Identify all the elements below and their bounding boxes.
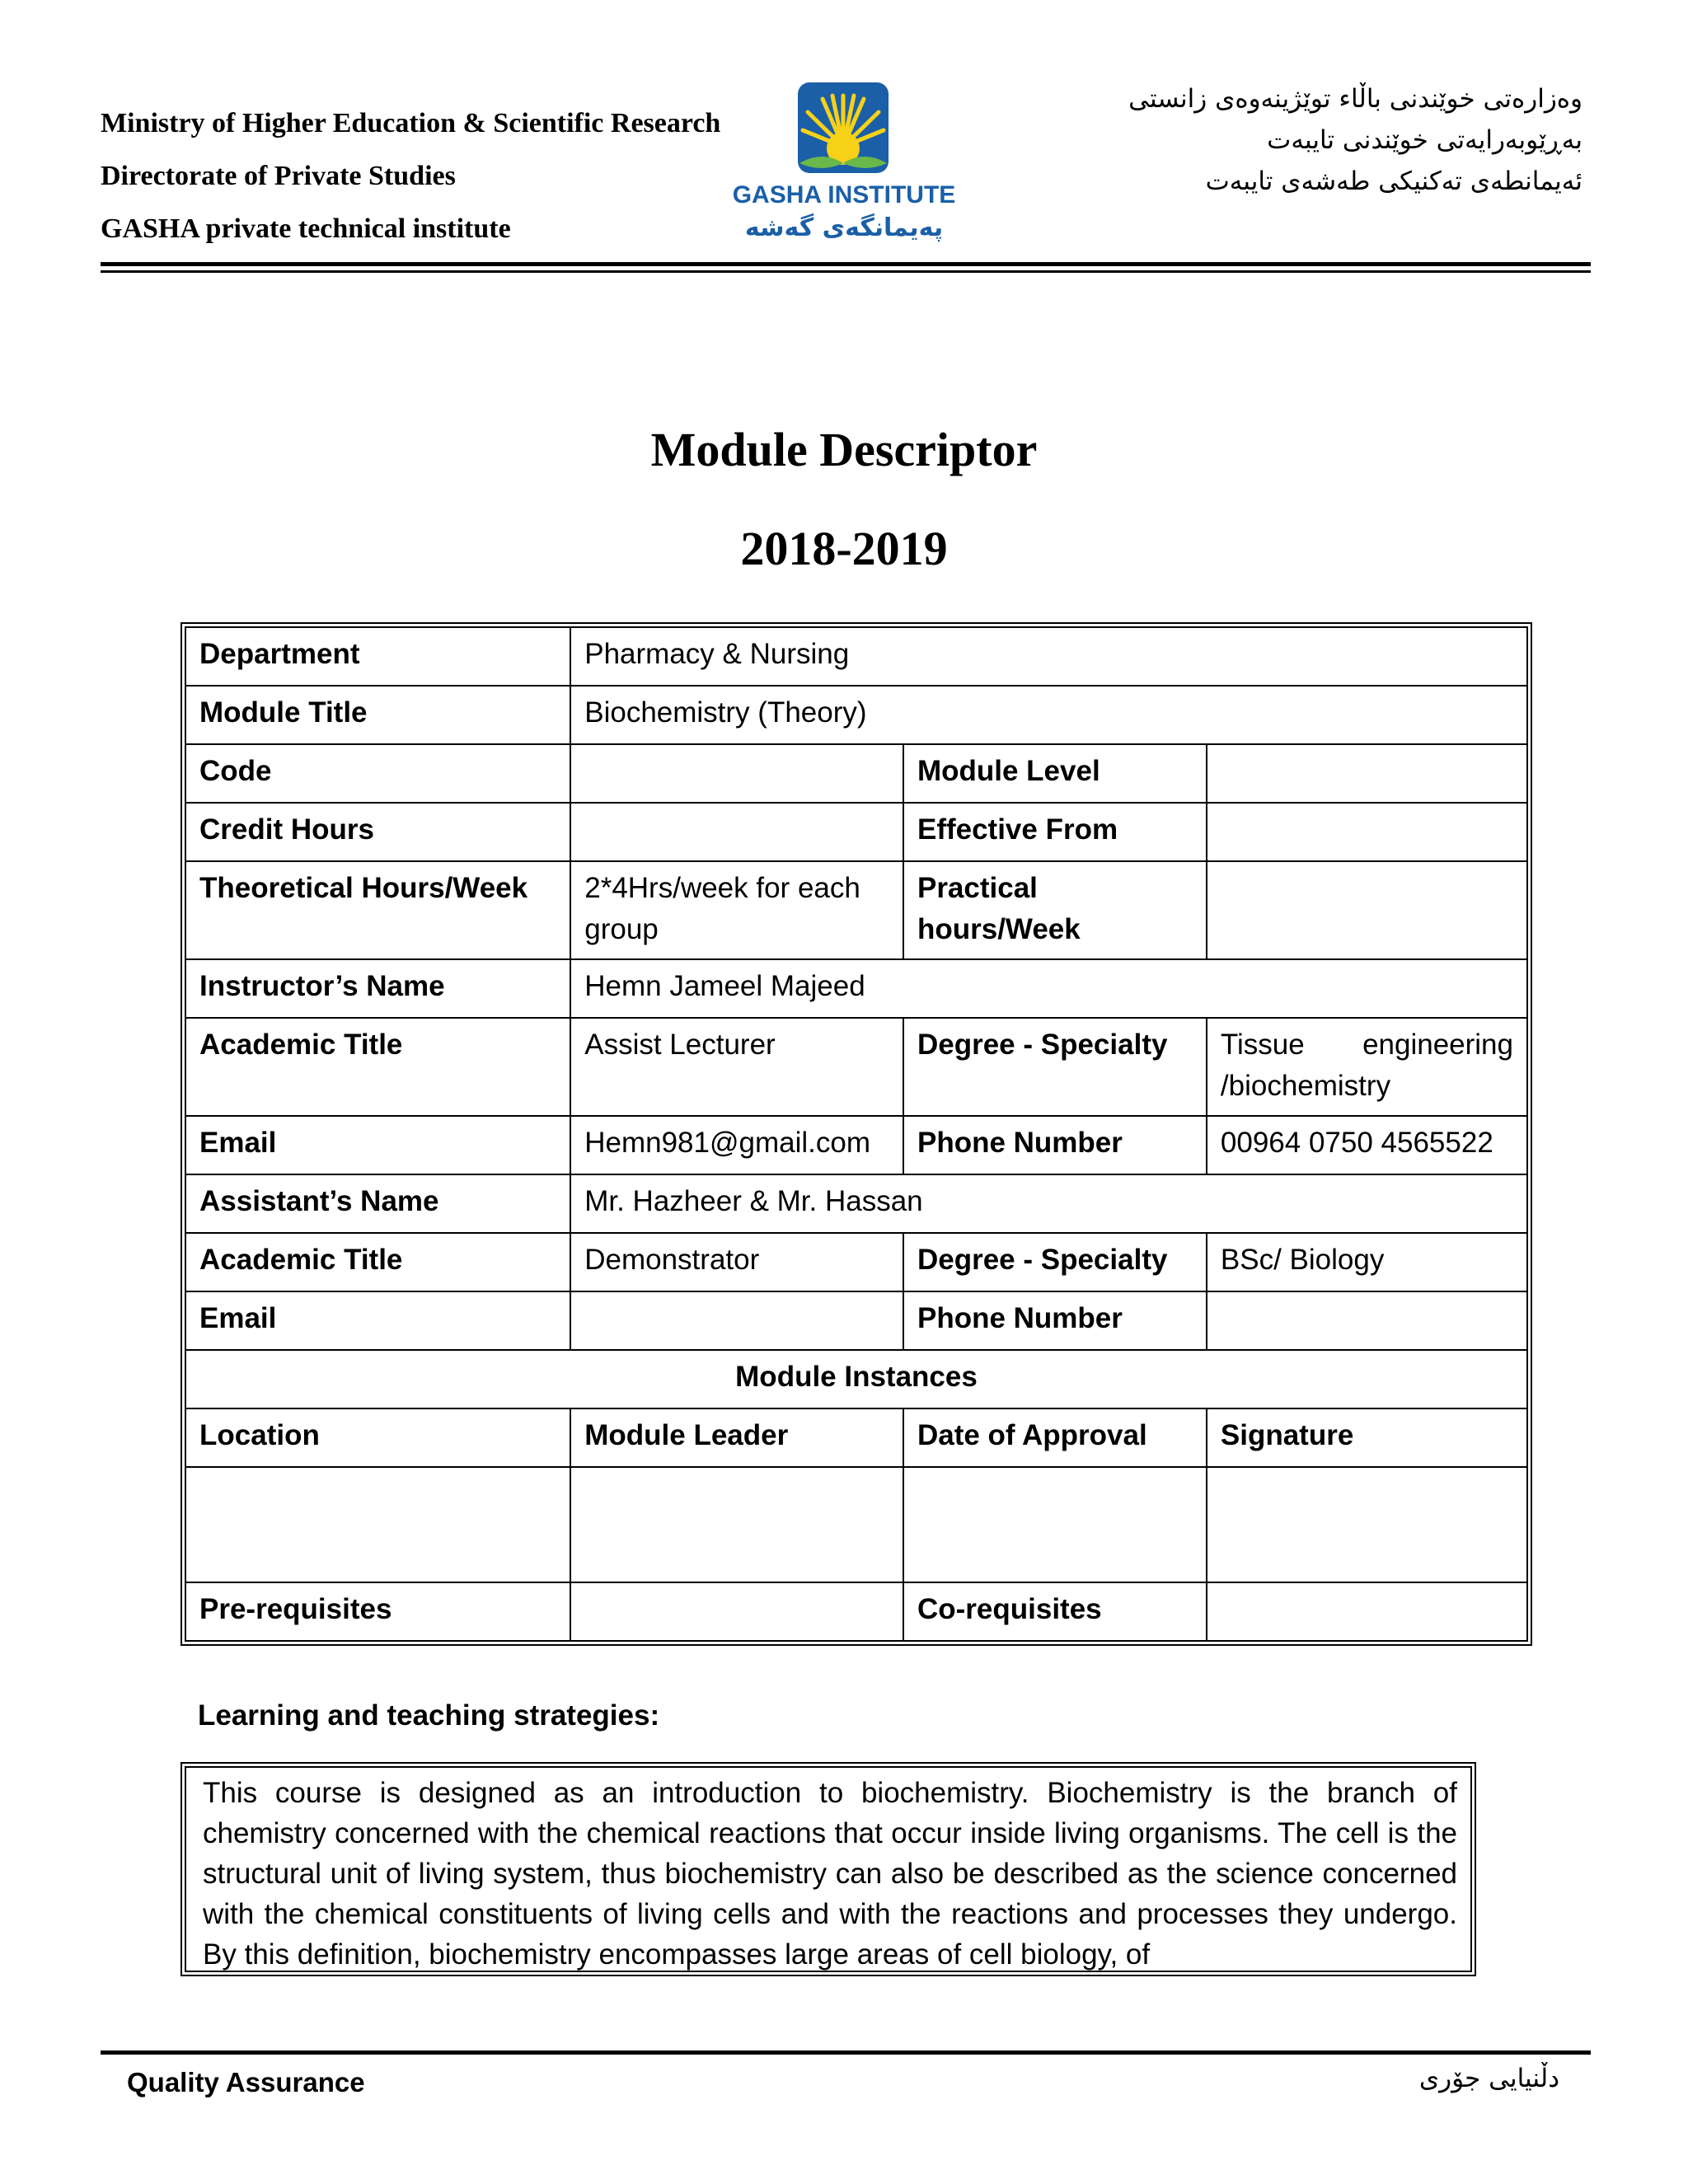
phone-label: Phone Number [903, 1116, 1207, 1174]
instructor-label: Instructor’s Name [185, 959, 570, 1018]
effective-from-label: Effective From [903, 803, 1207, 861]
degree-specialty-value: Tissue engineering /biochemistry [1207, 1018, 1527, 1116]
instructor-value: Hemn Jameel Majeed [570, 959, 1527, 1018]
gasha-institute-logo [724, 81, 964, 250]
date-of-approval-header: Date of Approval [903, 1408, 1207, 1467]
directorate-line: Directorate of Private Studies [101, 161, 456, 191]
table-row [185, 1174, 1527, 1233]
svg-text:پەیمانگەی گەشە: پەیمانگەی گەشە [744, 213, 944, 242]
practical-hours-value [1207, 861, 1527, 959]
assistant-phone-label: Phone Number [903, 1291, 1207, 1350]
assistant-degree-value: BSc/ Biology [1207, 1233, 1527, 1291]
assistant-value: Mr. Hazheer & Mr. Hassan [570, 1174, 1527, 1233]
table-row [185, 1408, 1527, 1467]
ministry-line: Ministry of Higher Education & Scientific Research [101, 108, 721, 138]
academic-title-value: Assist Lecturer [570, 1018, 903, 1116]
table-row [185, 1233, 1527, 1291]
footer-divider [101, 2050, 1591, 2055]
code-value [570, 744, 903, 803]
assistant-academic-title-value: Demonstrator [570, 1233, 903, 1291]
header-institution-ku [1128, 78, 1582, 202]
degree-specialty-label: Degree - Specialty [903, 1018, 1207, 1116]
directorate-line-ku: بەڕێوبەرایەتی خوێندنی تایبەت [1267, 125, 1582, 155]
theoretical-hours-label: Theoretical Hours/Week [185, 861, 570, 959]
practical-hours-label: Practical hours/Week [903, 861, 1207, 959]
module-level-value [1207, 744, 1527, 803]
corequisites-value [1207, 1582, 1527, 1641]
module-instances-heading: Module Instances [185, 1350, 1527, 1408]
institute-line: GASHA private technical institute [101, 213, 511, 244]
table-row [185, 1350, 1527, 1408]
phone-value: 00964 0750 4565522 [1207, 1116, 1527, 1174]
learning-strategies-text: This course is designed as an introduction to biochemistry. Biochemistry is the branch of chemistry concerned with the chemical reactions that occur inside living organisms. The cell is the structural unit of living system, thus biochemistry can also be described as the science concerned with the chemical constituents of living cells and with the reactions and processes they undergo. By this definition, biochemistry encompasses large areas of cell biology, of [185, 1766, 1472, 1972]
email-value: Hemn981@gmail.com [570, 1116, 903, 1174]
department-value: Pharmacy & Nursing [570, 627, 1527, 686]
location-cell [185, 1467, 570, 1582]
table-row [185, 1291, 1527, 1350]
table-row [185, 686, 1527, 744]
module-info-table [181, 622, 1532, 1646]
assistant-academic-title-label: Academic Title [185, 1233, 570, 1291]
code-label: Code [185, 744, 570, 803]
assistant-email-label: Email [185, 1291, 570, 1350]
table-row [185, 1116, 1527, 1174]
credit-hours-label: Credit Hours [185, 803, 570, 861]
table-row [185, 744, 1527, 803]
learning-strategies-box [181, 1762, 1476, 1976]
theoretical-hours-value: 2*4Hrs/week for each group [570, 861, 903, 959]
date-of-approval-cell [903, 1467, 1207, 1582]
module-title-value: Biochemistry (Theory) [570, 686, 1527, 744]
location-header: Location [185, 1408, 570, 1467]
module-leader-cell [570, 1467, 903, 1582]
prerequisites-value [570, 1582, 903, 1641]
svg-text:GASHA INSTITUTE: GASHA INSTITUTE [732, 181, 956, 209]
table-row [185, 803, 1527, 861]
signature-header: Signature [1207, 1408, 1527, 1467]
header-institution-en [101, 97, 720, 255]
footer-quality-assurance-ku: دڵنیایی جۆری [1418, 2064, 1559, 2093]
email-label: Email [185, 1116, 570, 1174]
assistant-phone-value [1207, 1291, 1527, 1350]
table-row [185, 959, 1527, 1018]
table-row [185, 1582, 1527, 1641]
credit-hours-value [570, 803, 903, 861]
table-row [185, 627, 1527, 686]
assistant-degree-label: Degree - Specialty [903, 1233, 1207, 1291]
academic-title-label: Academic Title [185, 1018, 570, 1116]
learning-strategies-heading: Learning and teaching strategies: [198, 1699, 660, 1732]
corequisites-label: Co-requisites [903, 1582, 1207, 1641]
assistant-email-value [570, 1291, 903, 1350]
table-row [185, 1467, 1527, 1582]
footer-quality-assurance: Quality Assurance [127, 2067, 365, 2097]
effective-from-value [1207, 803, 1527, 861]
academic-year: 2018-2019 [740, 522, 948, 575]
table-row [185, 861, 1527, 959]
department-label: Department [185, 627, 570, 686]
header-divider [101, 262, 1591, 277]
ministry-line-ku: وەزارەتی خوێندنی باڵاء توێژینەوەی زانستی [1128, 84, 1582, 114]
assistant-label: Assistant’s Name [185, 1174, 570, 1233]
page-title: Module Descriptor [650, 423, 1038, 476]
signature-cell [1207, 1467, 1527, 1582]
table-row [185, 1018, 1527, 1116]
prerequisites-label: Pre-requisites [185, 1582, 570, 1641]
module-leader-header: Module Leader [570, 1408, 903, 1467]
module-level-label: Module Level [903, 744, 1207, 803]
institute-line-ku: ئەیمانطەی تەکنیکی طەشەی تایبەت [1205, 166, 1582, 196]
module-title-label: Module Title [185, 686, 570, 744]
